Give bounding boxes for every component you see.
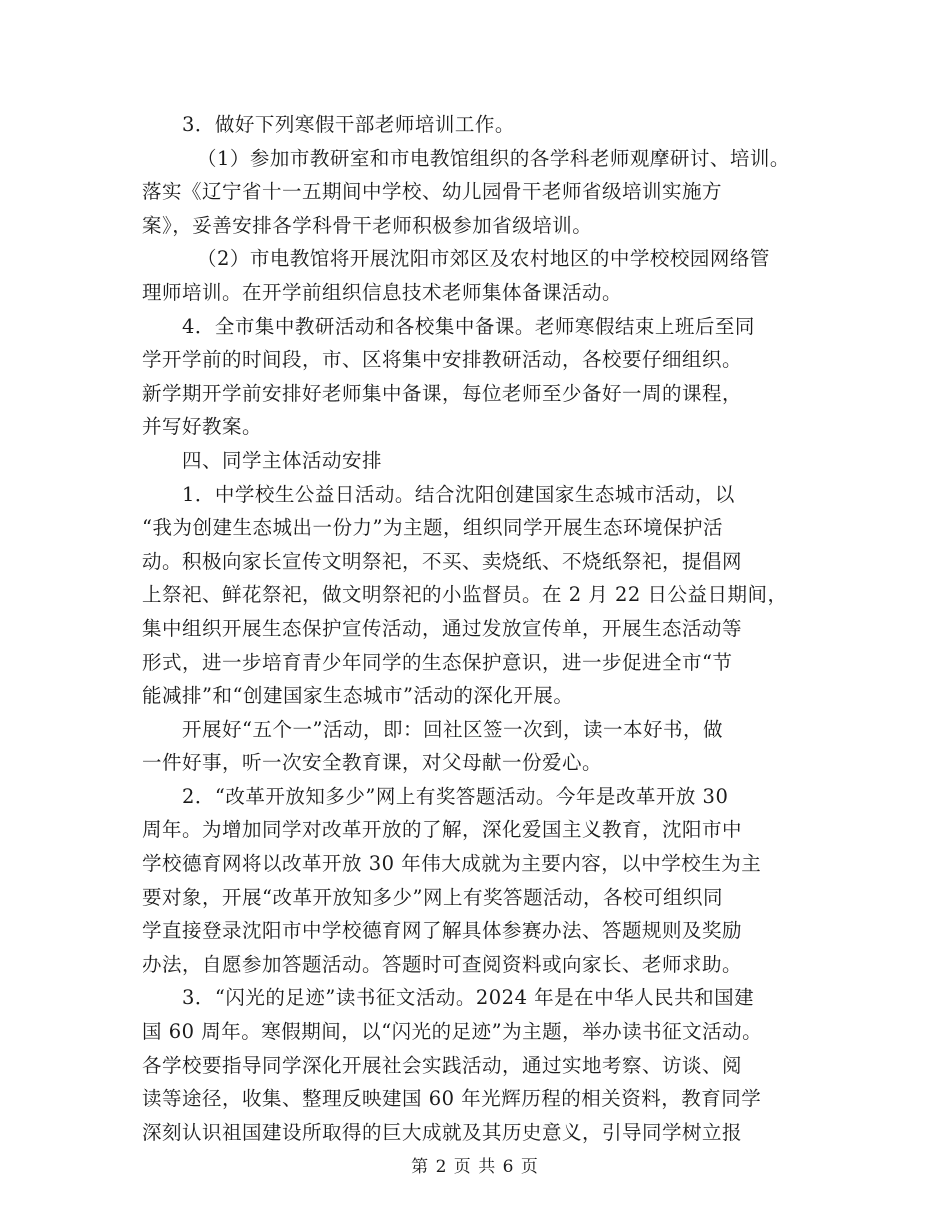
text-line: 3．“闪光的足迹”读书征文活动。2024 年是在中华人民共和国建 — [182, 986, 755, 1010]
text-line: 集中组织开展生态保护宣传活动，通过发放宣传单，开展生态活动等 — [142, 616, 743, 640]
text-line: 深刻认识祖国建设所取得的巨大成就及其历史意义，引导同学树立报 — [142, 1120, 743, 1144]
text-line: 并写好教案。 — [142, 415, 263, 439]
page-number-footer: 第 2 页 共 6 页 — [411, 1157, 539, 1177]
text-line: 一件好事，听一次安全教育课，对父母献一份爱心。 — [142, 751, 603, 775]
text-line: 落实《辽宁省十一五期间中学校、幼儿园骨干老师省级培训实施方 — [142, 180, 723, 204]
text-line: 动。积极向家长宣传文明祭祀，不买、卖烧纸、不烧纸祭祀，提倡网 — [142, 549, 743, 573]
text-line: 开展好“五个一”活动，即：回社区签一次到，读一本好书，做 — [182, 717, 723, 741]
text-line: 各学校要指导同学深化开展社会实践活动，通过实地考察、访谈、阅 — [142, 1053, 743, 1077]
text-line: 四、同学主体活动安排 — [182, 448, 383, 472]
text-line: 能减排”和“创建国家生态城市”活动的深化开展。 — [142, 684, 574, 708]
text-line: 学直接登录沈阳市中学校德育网了解具体参赛办法、答题规则及奖励 — [142, 919, 743, 943]
text-line: 1．中学校生公益日活动。结合沈阳创建国家生态城市活动，以 — [182, 482, 735, 506]
text-line: 学校德育网将以改革开放 30 年伟大成就为主要内容，以中学校生为主 — [142, 852, 762, 876]
text-line: 3．做好下列寒假干部老师培训工作。 — [182, 113, 515, 136]
text-line: 形式，进一步培育青少年同学的生态保护意识，进一步促进全市“节 — [142, 650, 733, 674]
text-line: （2）市电教馆将开展沈阳市郊区及农村地区的中学校校园网络管 — [197, 247, 770, 271]
text-line: 2．“改革开放知多少”网上有奖答题活动。今年是改革开放 30 — [182, 784, 729, 808]
text-line: 读等途径，收集、整理反映建国 60 年光辉历程的相关资料，教育同学 — [142, 1087, 762, 1111]
text-line: “我为创建生态城出一份力”为主题，组织同学开展生态环境保护活 — [142, 516, 723, 540]
text-line: （1）参加市教研室和市电教馆组织的各学科老师观摩研讨、培训。 — [197, 146, 790, 170]
document-body — [142, 108, 812, 1149]
text-line: 周年。为增加同学对改革开放的了解，深化爱国主义教育，沈阳市中 — [142, 818, 743, 842]
text-line: 上祭祀、鲜花祭祀，做文明祭祀的小监督员。在 2 月 22 日公益日期间， — [142, 583, 788, 607]
text-line: 4．全市集中教研活动和各校集中备课。老师寒假结束上班后至同 — [182, 314, 755, 338]
text-line: 理师培训。在开学前组织信息技术老师集体备课活动。 — [142, 280, 623, 304]
text-line: 办法，自愿参加答题活动。答题时可查阅资料或向家长、老师求助。 — [142, 952, 743, 976]
text-line: 学开学前的时间段，市、区将集中安排教研活动，各校要仔细组织。 — [142, 348, 743, 372]
text-line: 要对象，开展“改革开放知多少”网上有奖答题活动，各校可组织同 — [142, 885, 723, 909]
text-line: 新学期开学前安排好老师集中备课，每位老师至少备好一周的课程， — [142, 381, 743, 405]
text-line: 案》，妥善安排各学科骨干老师积极参加省级培训。 — [142, 213, 593, 237]
text-line: 国 60 周年。寒假期间，以“闪光的足迹”为主题，举办读书征文活动。 — [142, 1020, 763, 1044]
